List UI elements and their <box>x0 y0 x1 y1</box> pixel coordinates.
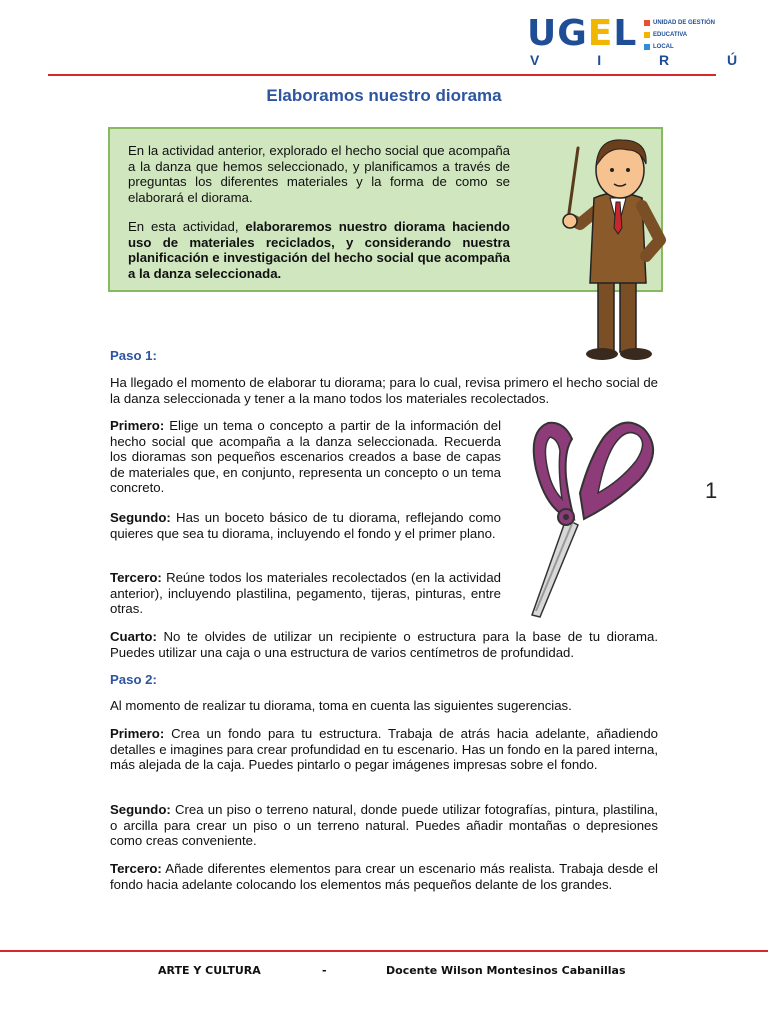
logo-text-ug: UG <box>527 13 588 54</box>
teacher-illustration <box>550 128 670 366</box>
item-label: Tercero: <box>110 570 162 585</box>
logo-text-l: L <box>613 13 638 54</box>
footer-separator: - <box>322 964 327 977</box>
logo-legend-row <box>644 29 768 40</box>
page-title: Elaboramos nuestro diorama <box>266 86 502 105</box>
ugel-logo <box>527 14 637 54</box>
paso-2-item <box>110 861 658 892</box>
paso-1-item <box>110 418 501 496</box>
teacher-tie <box>614 202 622 234</box>
teacher-eye <box>626 168 630 172</box>
footer-divider <box>0 950 768 952</box>
intro-p2-prefix: En esta actividad, <box>128 219 246 234</box>
logo-legend-row <box>644 17 768 28</box>
footer-subject: ARTE Y CULTURA <box>158 964 261 977</box>
paso-1-item <box>110 570 501 617</box>
legend-square-icon <box>644 32 650 38</box>
pointer-stick <box>568 148 578 220</box>
footer-teacher: Docente Wilson Montesinos Cabanillas <box>386 964 626 977</box>
item-label: Primero: <box>110 418 165 433</box>
intro-p2-bold: elaboraremos nuestro diorama haciendo uso de materiales reciclados, y considerando nuestra planificación e investigación del hecho social que acompaña a la danza seleccionada. <box>128 219 510 281</box>
teacher-arm <box>642 206 660 256</box>
header-divider <box>48 74 716 76</box>
item-text: Reúne todos los materiales recolectados (en la actividad anterior), incluyendo plastilina, pegamento, tijeras, pinturas, entre otras. <box>110 570 501 616</box>
teacher-leg <box>620 276 636 352</box>
paso-2-heading: Paso 2: <box>110 672 157 687</box>
paso-1-heading: Paso 1: <box>110 348 157 363</box>
intro-paragraph-1: En la actividad anterior, explorado el hecho social que acompaña a la danza que hemos seleccionado, y planificamos a través de preguntas los diferentes materiales y la forma de como se elaborará el diorama. <box>128 143 510 205</box>
item-text: Crea un fondo para tu estructura. Trabaja de atrás hacia adelante, añadiendo detalles e imagines para crear profundidad en tu escenario. Has un fondo en la pared interna, más alejada de la caja. Puedes pintarlo o pegar imágenes impresas sobre el fondo. <box>110 726 658 772</box>
scissors-blade-edge <box>536 519 574 611</box>
paso-2-intro: Al momento de realizar tu diorama, toma en cuenta las siguientes sugerencias. <box>110 698 572 713</box>
scissors-screw <box>563 514 569 520</box>
item-label: Primero: <box>110 726 165 741</box>
intro-paragraph-2 <box>128 219 510 281</box>
teacher-leg <box>598 276 614 352</box>
item-label: Cuarto: <box>110 629 157 644</box>
teacher-eye <box>610 168 614 172</box>
legend-square-icon <box>644 44 650 50</box>
logo-subtitle: V I R Ú <box>530 52 765 68</box>
legend-text: EDUCATIVA <box>653 31 688 38</box>
logo-legend-row <box>644 41 768 52</box>
item-label: Segundo: <box>110 510 171 525</box>
logo-text-e: E <box>587 13 614 54</box>
item-text: Crea un piso o terreno natural, donde puede utilizar fotografías, pintura, plastilina, o arcilla para crear un piso o un terreno natural. Puedes añadir montañas o depresiones como creas conveniente. <box>110 802 658 848</box>
teacher-shoe <box>586 348 618 360</box>
teacher-shoe <box>620 348 652 360</box>
page-number: 1 <box>705 478 718 503</box>
paso-2-item <box>110 726 658 773</box>
item-label: Tercero: <box>110 861 162 876</box>
legend-square-icon <box>644 20 650 26</box>
item-label: Segundo: <box>110 802 171 817</box>
paso-1-intro: Ha llegado el momento de elaborar tu diorama; para lo cual, revisa primero el hecho social de la danza seleccionada y tener a la mano todos los materiales recolectados. <box>110 375 658 406</box>
item-text: Has un boceto básico de tu diorama, reflejando como quieres que sea tu diorama, incluyendo el fondo y el primer plano. <box>110 510 501 541</box>
item-text: No te olvides de utilizar un recipiente o estructura para la base de tu diorama. Puedes utilizar una caja o una estructura de varios centímetros de profundidad. <box>110 629 658 660</box>
scissors-illustration <box>520 415 670 625</box>
item-text: Elige un tema o concepto a partir de la información del hecho social que acompaña a la danza seleccionada. Recuerda los dioramas son pequeños escenarios creados a base de capas de materiales que, en conjunto, representa un concepto o un tema concreto. <box>110 418 501 495</box>
paso-1-item <box>110 629 658 660</box>
paso-2-item <box>110 802 658 849</box>
legend-text: LOCAL <box>653 43 674 50</box>
teacher-hand <box>563 214 577 228</box>
item-text: Añade diferentes elementos para crear un escenario más realista. Trabaja desde el fondo hacia adelante colocando los elementos más pequeños delante de los grandes. <box>110 861 658 892</box>
legend-text: UNIDAD DE GESTIÓN <box>653 19 716 26</box>
paso-1-item <box>110 510 501 541</box>
logo-legend <box>644 17 768 53</box>
